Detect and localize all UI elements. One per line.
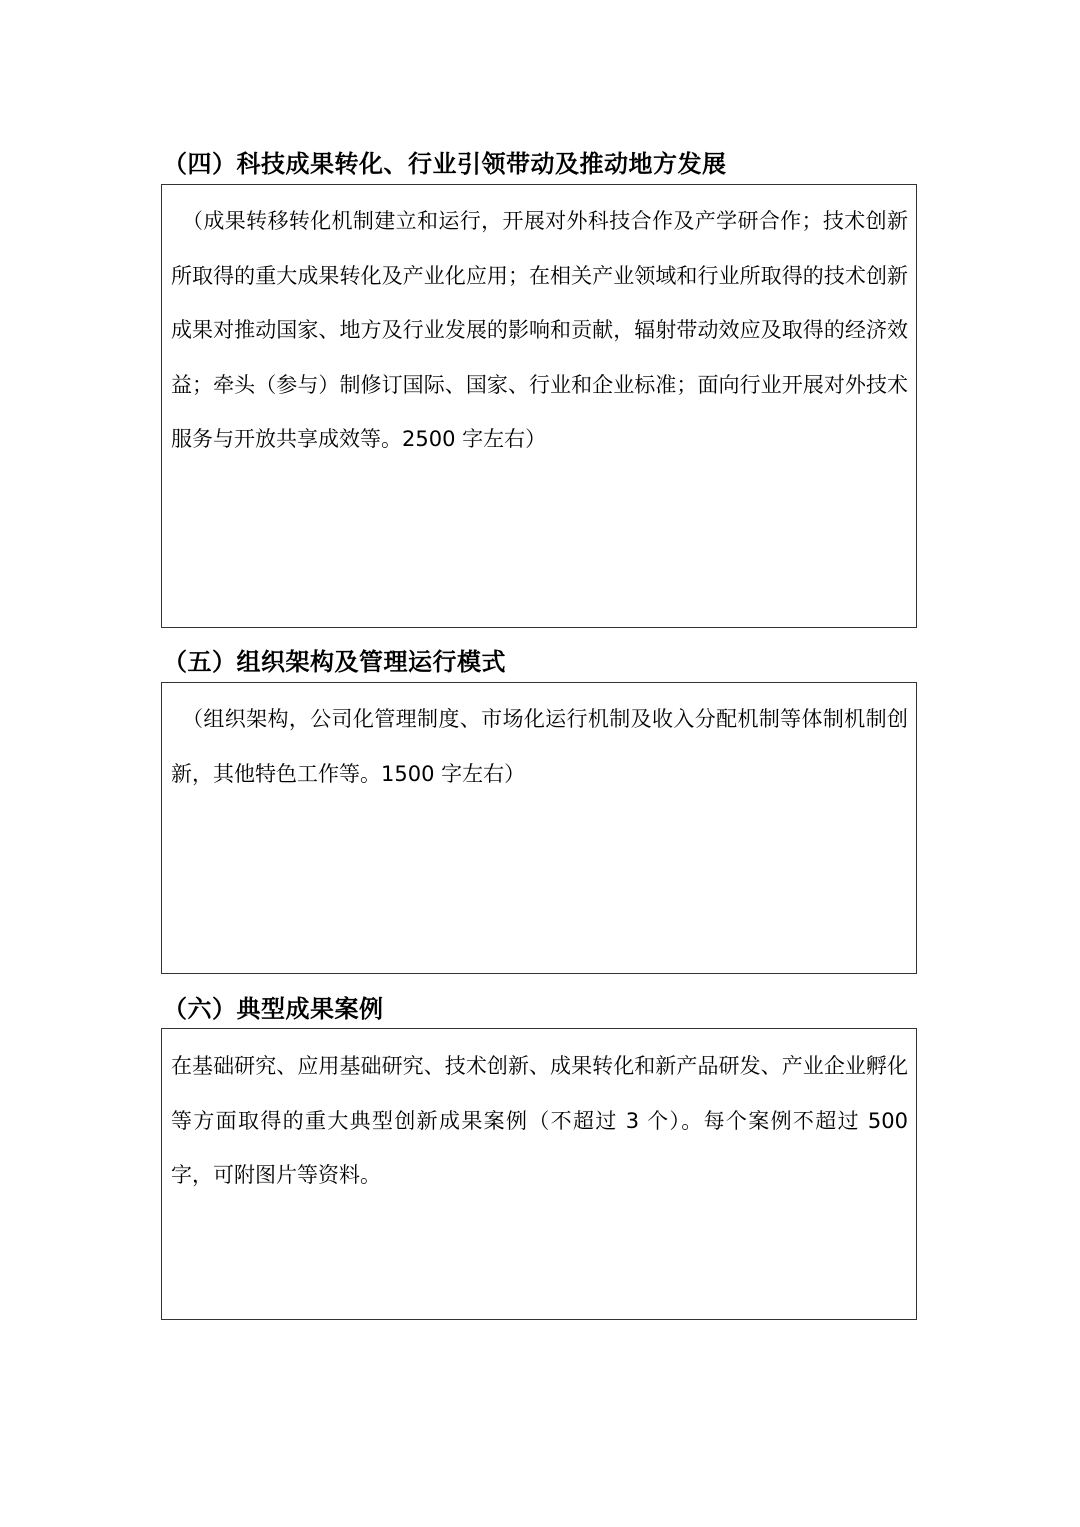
section-6-body: 在基础研究、应用基础研究、技术创新、成果转化和新产品研发、产业企业孵化等方面取得的重大典型创新成果案例（不超过 3 个）。每个案例不超过 500 字，可附图片等资料。: [171, 1054, 908, 1187]
section-6-box: [161, 1028, 917, 1320]
section-4-heading: （四）科技成果转化、行业引领带动及推动地方发展: [163, 150, 727, 178]
section-6-heading: （六）典型成果案例: [163, 995, 384, 1023]
section-5-body: （组织架构，公司化管理制度、市场化运行机制及收入分配机制等体制机制创新，其他特色工作等。1500 字左右）: [171, 707, 908, 786]
section-4-box: [161, 184, 917, 628]
section-4-body: （成果转移转化机制建立和运行，开展对外科技合作及产学研合作；技术创新所取得的重大成果转化及产业化应用；在相关产业领域和行业所取得的技术创新成果对推动国家、地方及行业发展的影响和贡献，辐射带动效应及取得的经济效益；牵头（参与）制修订国际、国家、行业和企业标准；面向行业开展对外技术服务与开放共享成效等。2500 字左右）: [171, 209, 908, 451]
section-5-heading: （五）组织架构及管理运行模式: [163, 648, 506, 676]
section-5-box: [161, 682, 917, 974]
